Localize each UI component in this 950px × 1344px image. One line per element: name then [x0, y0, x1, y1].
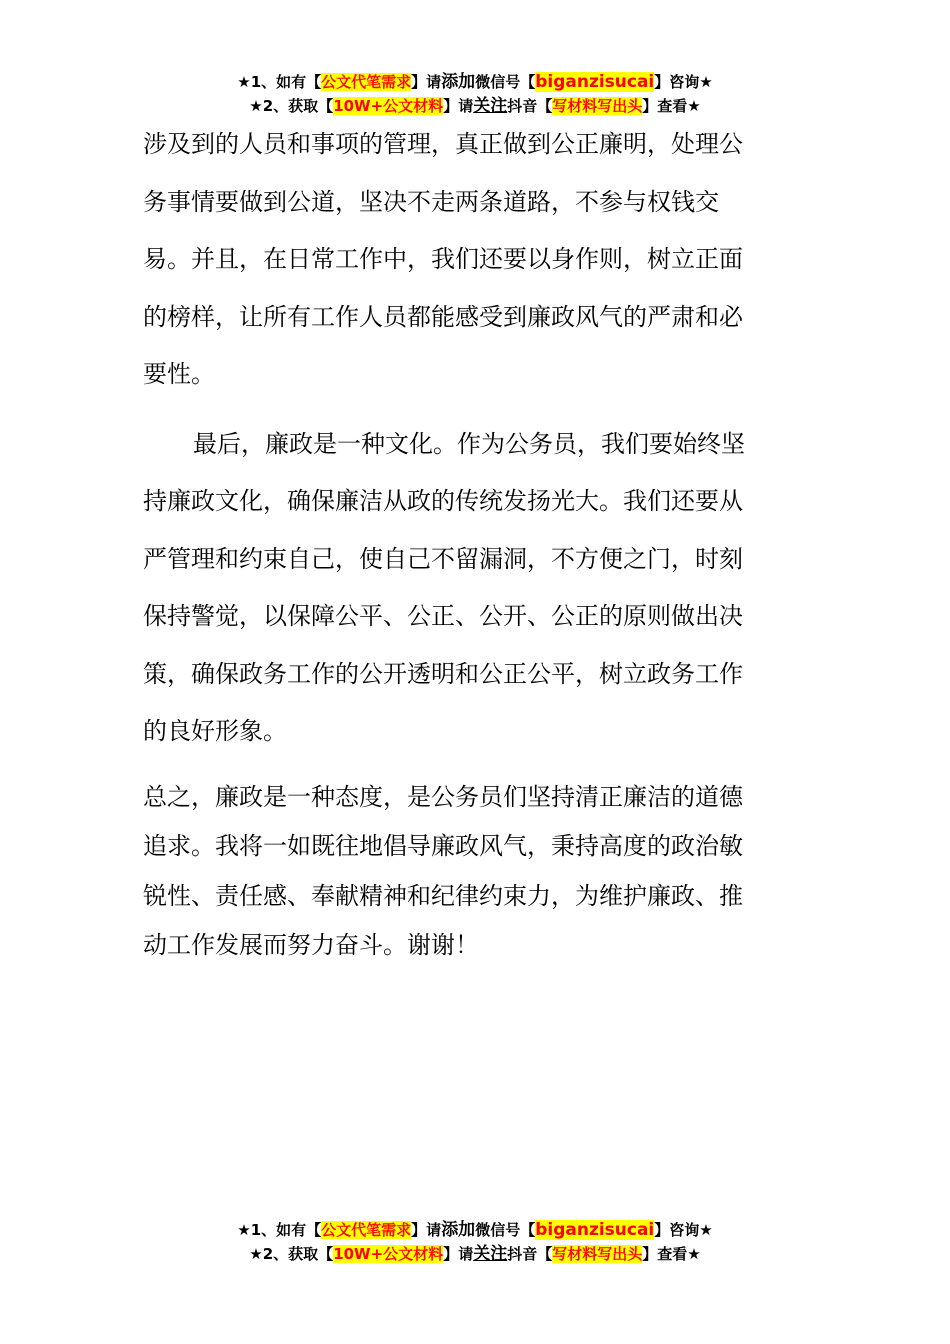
- text-line: 务事情要做到公道，坚决不走两条道路，不参与权钱交: [143, 187, 719, 216]
- banner-text: 】请: [443, 97, 474, 115]
- douyin-highlight: 写材料写出头: [552, 97, 643, 115]
- text-line: 策，确保政务工作的公开透明和公正公平，树立政务工作: [143, 659, 743, 688]
- banner-text: 抖音【: [507, 97, 553, 115]
- banner-text: 】咨询★: [654, 73, 713, 91]
- text-line: 的良好形象。: [143, 717, 287, 745]
- text-line: 动工作发展而努力奋斗。谢谢！: [143, 931, 479, 959]
- banner-line-2: [0, 94, 950, 118]
- banner-emphasis: 关注: [473, 1244, 508, 1264]
- header-banner: [0, 70, 950, 118]
- banner-emphasis: 添加: [441, 72, 476, 92]
- text-line: 易。并且，在日常工作中，我们还要以身作则，树立正面: [143, 245, 743, 273]
- banner-text: ★2、获取【: [249, 1245, 334, 1263]
- banner-line-1: [0, 70, 950, 94]
- banner-text: 】请: [411, 73, 442, 91]
- banner-text: 微信号【: [475, 73, 536, 91]
- text-line: 最后，廉政是一种文化。作为公务员，我们要始终坚: [193, 429, 745, 458]
- paragraph-1: [143, 116, 788, 404]
- banner-text: ★1、如有【: [237, 1221, 322, 1239]
- douyin-highlight: 写材料写出头: [552, 1245, 643, 1263]
- footer-banner: [0, 1218, 950, 1266]
- banner-text: 抖音【: [507, 1245, 553, 1263]
- text-line: 严管理和约束自己，使自己不留漏洞，不方便之门，时刻: [143, 544, 743, 573]
- banner-text: 】请: [411, 1221, 442, 1239]
- banner-text: ★2、获取【: [249, 97, 334, 115]
- banner-highlight: 10W+公文材料: [333, 97, 444, 115]
- banner-text: 】咨询★: [654, 1221, 713, 1239]
- text-line: 保持警觉，以保障公平、公正、公开、公正的原则做出决: [143, 602, 743, 630]
- wechat-id-highlight: biganzisucai: [535, 72, 655, 92]
- text-line: 持廉政文化，确保廉洁从政的传统发扬光大。我们还要从: [143, 487, 743, 515]
- text-line: 要性。: [143, 360, 215, 388]
- banner-highlight: 公文代笔需求: [321, 73, 412, 91]
- text-line: 的榜样，让所有工作人员都能感受到廉政风气的严肃和必: [143, 302, 743, 331]
- paragraph-2: [143, 416, 788, 761]
- banner-emphasis: 添加: [441, 1220, 476, 1240]
- banner-line-1: [0, 1218, 950, 1242]
- banner-text: 】查看★: [642, 1245, 701, 1263]
- wechat-id-highlight: biganzisucai: [535, 1220, 655, 1240]
- banner-text: ★1、如有【: [237, 73, 322, 91]
- text-line: 总之，廉政是一种态度，是公务员们坚持清正廉洁的道德: [143, 782, 743, 811]
- banner-highlight: 10W+公文材料: [333, 1245, 444, 1263]
- banner-line-2: [0, 1242, 950, 1266]
- banner-text: 】请: [443, 1245, 474, 1263]
- banner-text: 】查看★: [642, 97, 701, 115]
- banner-text: 微信号【: [475, 1221, 536, 1239]
- text-line: 涉及到的人员和事项的管理，真正做到公正廉明，处理公: [143, 130, 743, 158]
- paragraph-3: [143, 773, 788, 971]
- banner-highlight: 公文代笔需求: [321, 1221, 412, 1239]
- document-body: [143, 116, 788, 971]
- text-line: 追求。我将一如既往地倡导廉政风气，秉持高度的政治敏: [143, 832, 743, 860]
- banner-emphasis: 关注: [473, 96, 508, 116]
- text-line: 锐性、责任感、奉献精神和纪律约束力，为维护廉政、推: [143, 881, 743, 910]
